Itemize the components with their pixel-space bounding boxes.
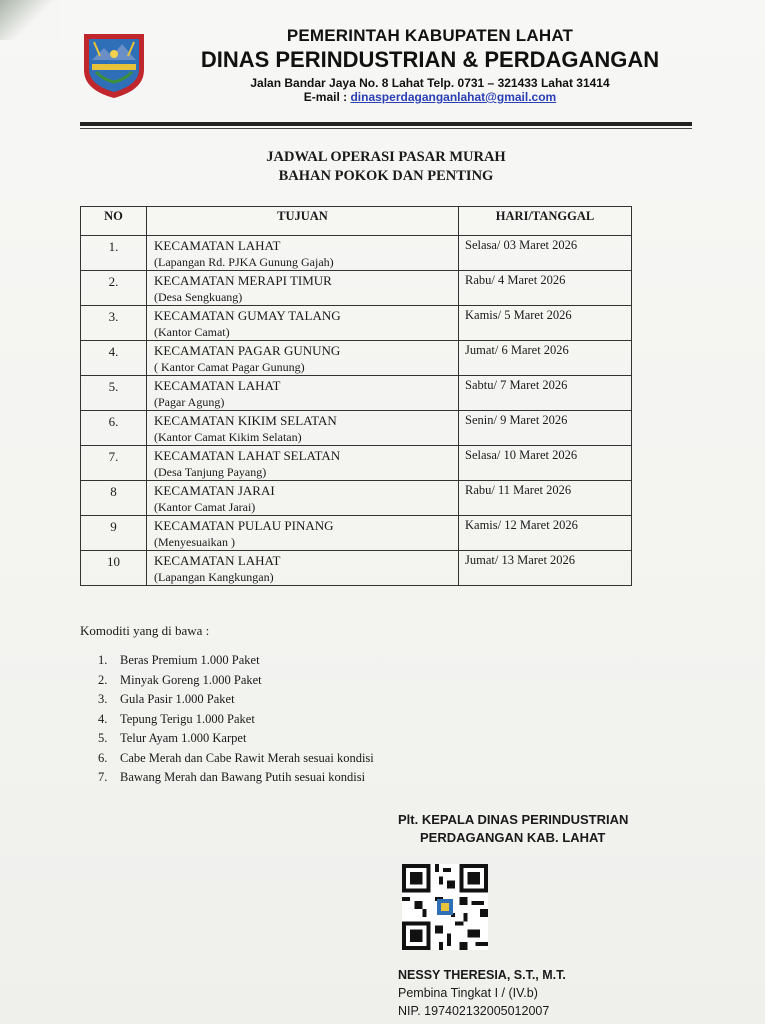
row-lokasi: (Pagar Agung) bbox=[154, 395, 225, 409]
row-number: 2. bbox=[81, 271, 147, 306]
row-kecamatan: KECAMATAN MERAPI TIMUR bbox=[154, 273, 332, 288]
row-kecamatan: KECAMATAN LAHAT bbox=[154, 553, 281, 568]
list-item bbox=[98, 731, 374, 751]
row-kecamatan: KECAMATAN JARAI bbox=[154, 483, 275, 498]
signatory-nip: NIP. 197402132005012007 bbox=[398, 1004, 550, 1018]
signatory-name: NESSY THERESIA, S.T., M.T. bbox=[398, 968, 566, 982]
row-kecamatan: KECAMATAN LAHAT bbox=[154, 238, 281, 253]
kabupaten-lahat-emblem-icon bbox=[80, 30, 148, 100]
table-row bbox=[81, 341, 632, 376]
row-hari-tanggal: Kamis/ 5 Maret 2026 bbox=[459, 306, 632, 341]
list-item bbox=[98, 751, 374, 771]
row-hari-tanggal: Selasa/ 03 Maret 2026 bbox=[459, 236, 632, 271]
row-lokasi: ( Kantor Camat Pagar Gunung) bbox=[154, 360, 305, 374]
row-lokasi: (Desa Sengkuang) bbox=[154, 290, 243, 304]
row-number: 1. bbox=[81, 236, 147, 271]
title-line-2: BAHAN POKOK DAN PENTING bbox=[278, 168, 494, 184]
list-item-text: Bawang Merah dan Bawang Putih sesuai kondisi bbox=[120, 770, 366, 784]
row-hari-tanggal: Jumat/ 6 Maret 2026 bbox=[459, 341, 632, 376]
row-tujuan bbox=[147, 446, 459, 481]
row-tujuan bbox=[147, 411, 459, 446]
row-hari-tanggal: Senin/ 9 Maret 2026 bbox=[459, 411, 632, 446]
row-number: 4. bbox=[81, 341, 147, 376]
list-item-number: 1. bbox=[98, 653, 108, 667]
row-hari-tanggal: Jumat/ 13 Maret 2026 bbox=[459, 551, 632, 586]
list-item-text: Beras Premium 1.000 Paket bbox=[120, 653, 260, 667]
row-hari-tanggal: Kamis/ 12 Maret 2026 bbox=[459, 516, 632, 551]
row-lokasi: (Kantor Camat) bbox=[154, 325, 230, 339]
row-kecamatan: KECAMATAN LAHAT bbox=[154, 378, 281, 393]
signatory-rank: Pembina Tingkat I / (IV.b) bbox=[398, 986, 538, 1000]
row-number: 8 bbox=[81, 481, 147, 516]
table-row bbox=[81, 516, 632, 551]
email-link[interactable]: dinasperdaganganlahat@gmail.com bbox=[350, 90, 557, 104]
row-tujuan bbox=[147, 516, 459, 551]
letterhead bbox=[150, 26, 710, 104]
row-number: 5. bbox=[81, 376, 147, 411]
row-hari-tanggal: Selasa/ 10 Maret 2026 bbox=[459, 446, 632, 481]
schedule-table bbox=[80, 206, 632, 586]
row-kecamatan: KECAMATAN GUMAY TALANG bbox=[154, 308, 341, 323]
komoditi-list bbox=[98, 653, 374, 790]
qr-code-icon bbox=[402, 864, 488, 950]
title-line-1: JADWAL OPERASI PASAR MURAH bbox=[266, 149, 506, 165]
row-lokasi: (Kantor Camat Jarai) bbox=[154, 500, 256, 514]
table-row bbox=[81, 306, 632, 341]
letterhead-address: Jalan Bandar Jaya No. 8 Lahat Telp. 0731 – 321433 Lahat 31414 bbox=[250, 76, 610, 90]
row-hari-tanggal: Rabu/ 11 Maret 2026 bbox=[459, 481, 632, 516]
row-tujuan bbox=[147, 551, 459, 586]
signatory-line-1: Plt. KEPALA DINAS PERINDUSTRIAN bbox=[398, 812, 629, 827]
row-hari-tanggal: Sabtu/ 7 Maret 2026 bbox=[459, 376, 632, 411]
list-item bbox=[98, 770, 374, 790]
list-item-number: 5. bbox=[98, 731, 108, 745]
list-item bbox=[98, 692, 374, 712]
table-row bbox=[81, 481, 632, 516]
list-item-number: 6. bbox=[98, 750, 108, 765]
list-item-text: Minyak Goreng 1.000 Paket bbox=[120, 672, 262, 687]
table-row bbox=[81, 376, 632, 411]
list-item bbox=[98, 673, 374, 693]
list-item-text: Tepung Terigu 1.000 Paket bbox=[120, 711, 255, 726]
row-tujuan bbox=[147, 271, 459, 306]
table-row bbox=[81, 411, 632, 446]
row-kecamatan: KECAMATAN PAGAR GUNUNG bbox=[154, 343, 341, 358]
letterhead-divider bbox=[80, 122, 692, 126]
signatory-line-2: PERDAGANGAN KAB. LAHAT bbox=[420, 830, 606, 845]
list-item-number: 4. bbox=[98, 711, 108, 726]
row-number: 7. bbox=[81, 446, 147, 481]
row-tujuan bbox=[147, 306, 459, 341]
row-lokasi: (Kantor Camat Kikim Selatan) bbox=[154, 430, 302, 444]
header-hari-tanggal: HARI/TANGGAL bbox=[459, 207, 632, 236]
list-item bbox=[98, 712, 374, 732]
letterhead-agency: DINAS PERINDUSTRIAN & PERDAGANGAN bbox=[200, 47, 660, 72]
row-hari-tanggal: Rabu/ 4 Maret 2026 bbox=[459, 271, 632, 306]
letterhead-divider-thin bbox=[80, 128, 692, 129]
table-header-row bbox=[81, 207, 632, 236]
row-tujuan bbox=[147, 341, 459, 376]
table-row bbox=[81, 446, 632, 481]
table-row bbox=[81, 551, 632, 586]
header-no: NO bbox=[81, 207, 147, 236]
signatory-title bbox=[398, 811, 628, 847]
table-row bbox=[81, 236, 632, 271]
list-item-number: 3. bbox=[98, 692, 108, 706]
row-kecamatan: KECAMATAN KIKIM SELATAN bbox=[154, 413, 337, 428]
row-tujuan bbox=[147, 481, 459, 516]
header-tujuan: TUJUAN bbox=[147, 207, 459, 236]
row-kecamatan: KECAMATAN LAHAT SELATAN bbox=[154, 448, 341, 463]
row-lokasi: (Menyesuaikan ) bbox=[154, 535, 235, 549]
komoditi-heading: Komoditi yang di bawa : bbox=[80, 623, 210, 638]
row-kecamatan: KECAMATAN PULAU PINANG bbox=[154, 518, 334, 533]
row-tujuan bbox=[147, 376, 459, 411]
row-number: 3. bbox=[81, 306, 147, 341]
email-label: E-mail : bbox=[303, 90, 351, 104]
row-number: 9 bbox=[81, 516, 147, 551]
list-item-text: Gula Pasir 1.000 Paket bbox=[120, 692, 235, 706]
list-item bbox=[98, 653, 374, 673]
list-item-text: Telur Ayam 1.000 Karpet bbox=[120, 731, 247, 745]
row-number: 10 bbox=[81, 551, 147, 586]
letterhead-government: PEMERINTAH KABUPATEN LAHAT bbox=[286, 26, 574, 45]
page-corner-shadow bbox=[0, 0, 60, 40]
list-item-number: 7. bbox=[98, 770, 108, 784]
row-lokasi: (Desa Tanjung Payang) bbox=[154, 465, 267, 479]
list-item-text: Cabe Merah dan Cabe Rawit Merah sesuai kondisi bbox=[120, 750, 374, 765]
signatory-details bbox=[398, 966, 566, 1020]
row-tujuan bbox=[147, 236, 459, 271]
row-lokasi: (Lapangan Rd. PJKA Gunung Gajah) bbox=[154, 255, 334, 269]
row-lokasi: (Lapangan Kangkungan) bbox=[154, 570, 274, 584]
document-title bbox=[80, 148, 692, 186]
list-item-number: 2. bbox=[98, 672, 108, 687]
table-row bbox=[81, 271, 632, 306]
letterhead-email-line bbox=[150, 90, 710, 104]
row-number: 6. bbox=[81, 411, 147, 446]
